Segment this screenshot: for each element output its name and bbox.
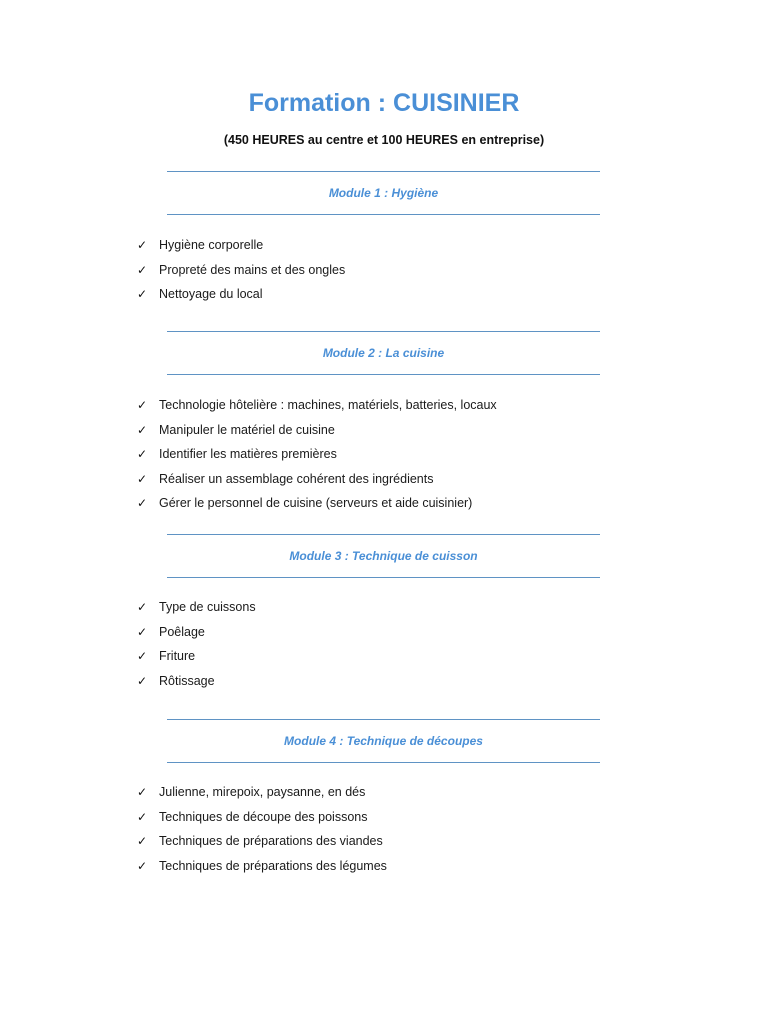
check-icon: ✓ xyxy=(137,649,148,663)
module-2-header xyxy=(167,331,600,375)
module-2-list xyxy=(137,397,497,520)
list-item xyxy=(137,673,256,698)
check-icon: ✓ xyxy=(137,287,148,301)
check-icon: ✓ xyxy=(137,496,148,510)
list-item xyxy=(137,784,387,809)
list-item-text: Identifier les matières premières xyxy=(159,447,337,461)
list-item xyxy=(137,262,345,287)
list-item-text: Hygiène corporelle xyxy=(159,238,264,252)
check-icon: ✓ xyxy=(137,262,148,277)
check-icon: ✓ xyxy=(137,858,148,873)
list-item xyxy=(137,446,497,471)
page-title: Formation : CUISINIER xyxy=(248,89,520,117)
list-item xyxy=(137,495,497,520)
module-3-list xyxy=(137,599,256,697)
check-icon: ✓ xyxy=(137,624,148,639)
check-icon: ✓ xyxy=(137,447,148,461)
page-subtitle: (450 HEURES au centre et 100 HEURES en entreprise) xyxy=(223,133,545,147)
check-icon: ✓ xyxy=(137,600,148,614)
list-item xyxy=(137,624,256,649)
list-item xyxy=(137,422,497,447)
module-4-title: Module 4 : Technique de découpes xyxy=(284,734,483,748)
list-item xyxy=(137,471,497,496)
list-item-text: Réaliser un assemblage cohérent des ingrédients xyxy=(159,471,434,486)
check-icon: ✓ xyxy=(137,673,148,688)
list-item-text: Nettoyage du local xyxy=(159,287,263,301)
list-item xyxy=(137,858,387,883)
list-item xyxy=(137,648,256,673)
list-item-text: Techniques de découpe des poissons xyxy=(159,809,368,824)
module-3-title: Module 3 : Technique de cuisson xyxy=(289,549,478,563)
list-item-text: Poêlage xyxy=(159,624,205,639)
check-icon: ✓ xyxy=(137,422,148,437)
list-item-text: Propreté des mains et des ongles xyxy=(159,262,346,277)
list-item-text: Friture xyxy=(159,649,196,663)
list-item xyxy=(137,237,345,262)
list-item-text: Techniques de préparations des légumes xyxy=(159,858,387,873)
check-icon: ✓ xyxy=(137,238,148,252)
list-item-text: Technologie hôtelière : machines, matériels, batteries, locaux xyxy=(159,398,497,412)
list-item xyxy=(137,286,345,311)
module-3-header xyxy=(167,534,600,578)
list-item xyxy=(137,397,497,422)
check-icon: ✓ xyxy=(137,471,148,486)
module-2-title: Module 2 : La cuisine xyxy=(322,346,445,360)
module-1-title: Module 1 : Hygiène xyxy=(328,186,439,200)
list-item-text: Type de cuissons xyxy=(159,600,256,614)
list-item xyxy=(137,599,256,624)
list-item xyxy=(137,809,387,834)
check-icon: ✓ xyxy=(137,809,148,824)
list-item-text: Rôtissage xyxy=(159,673,215,688)
list-item xyxy=(137,833,387,858)
check-icon: ✓ xyxy=(137,398,148,412)
list-item-text: Manipuler le matériel de cuisine xyxy=(159,422,335,437)
check-icon: ✓ xyxy=(137,834,148,848)
list-item-text: Gérer le personnel de cuisine (serveurs et aide cuisinier) xyxy=(159,496,473,510)
module-1-header xyxy=(167,171,600,215)
list-item-text: Techniques de préparations des viandes xyxy=(159,834,383,848)
module-4-list xyxy=(137,784,387,882)
check-icon: ✓ xyxy=(137,785,148,799)
list-item-text: Julienne, mirepoix, paysanne, en dés xyxy=(159,785,366,799)
module-1-list xyxy=(137,237,345,311)
module-4-header xyxy=(167,719,600,763)
